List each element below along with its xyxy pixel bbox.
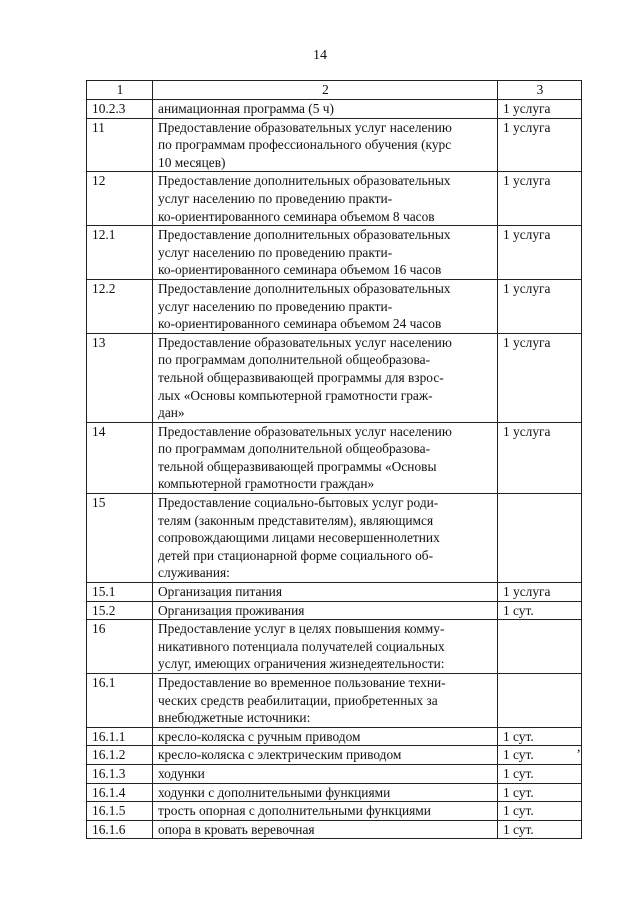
column-header-number: 1 <box>87 81 153 100</box>
row-unit-cell: 1 услуга <box>498 583 582 602</box>
row-number-cell: 16.1.4 <box>87 783 153 802</box>
table-row <box>87 727 582 746</box>
table-row <box>87 620 582 674</box>
row-service-cell: трость опорная с дополнительными функциями <box>153 802 498 821</box>
row-service-cell: Предоставление во временное пользование техни- ческих средств реабилитации, приобретенных за внебюджетные источники: <box>153 674 498 728</box>
row-service-cell: опора в кровать веревочная <box>153 820 498 839</box>
table-row <box>87 764 582 783</box>
row-unit-cell: 1 услуга <box>498 333 582 422</box>
table-row <box>87 279 582 333</box>
row-service-cell: Предоставление образовательных услуг населению по программам дополнительной общеобразова- тельной общеразвивающей программы для взрос- лых «Основы компьютерной грамотности граж- дан» <box>153 333 498 422</box>
row-service-cell: Предоставление образовательных услуг населению по программам дополнительной общеобразова- тельной общеразвивающей программы «Основы компьютерной грамотности граждан» <box>153 422 498 493</box>
row-number-cell: 12.1 <box>87 226 153 280</box>
row-service-cell: ходунки с дополнительными функциями <box>153 783 498 802</box>
row-number-cell: 11 <box>87 118 153 172</box>
table-row <box>87 494 582 583</box>
table-row <box>87 118 582 172</box>
row-unit-cell <box>498 494 582 583</box>
row-unit-cell: 1 сут. <box>498 820 582 839</box>
table-row <box>87 783 582 802</box>
row-number-cell: 10.2.3 <box>87 100 153 119</box>
table-row <box>87 674 582 728</box>
row-service-cell: кресло-коляска с электрическим приводом <box>153 746 498 765</box>
column-header-unit: 3 <box>498 81 582 100</box>
row-unit-cell: 1 сут. <box>498 764 582 783</box>
row-number-cell: 16.1.3 <box>87 764 153 783</box>
row-unit-cell: 1 услуга <box>498 100 582 119</box>
row-service-cell: Предоставление дополнительных образовательных услуг населению по проведению практи- ко-ориентированного семинара объемом 8 часов <box>153 172 498 226</box>
row-number-cell: 16.1.1 <box>87 727 153 746</box>
row-service-cell: Предоставление образовательных услуг населению по программам профессионального обучения (курс 10 месяцев) <box>153 118 498 172</box>
table-row <box>87 422 582 493</box>
row-unit-cell <box>498 674 582 728</box>
row-number-cell: 12.2 <box>87 279 153 333</box>
table-row <box>87 172 582 226</box>
page-number: 14 <box>313 48 327 63</box>
table-row <box>87 746 582 765</box>
row-unit-cell: 1 услуга <box>498 172 582 226</box>
table-row <box>87 333 582 422</box>
stray-mark: , <box>577 740 581 755</box>
table-row <box>87 226 582 280</box>
row-number-cell: 16.1.2 <box>87 746 153 765</box>
row-number-cell: 16.1.6 <box>87 820 153 839</box>
row-service-cell: Предоставление дополнительных образовательных услуг населению по проведению практи- ко-ориентированного семинара объемом 16 часов <box>153 226 498 280</box>
row-number-cell: 15 <box>87 494 153 583</box>
row-service-cell: Организация питания <box>153 583 498 602</box>
row-number-cell: 14 <box>87 422 153 493</box>
row-service-cell: ходунки <box>153 764 498 783</box>
table-row <box>87 601 582 620</box>
row-unit-cell: 1 сут. <box>498 802 582 821</box>
row-number-cell: 15.2 <box>87 601 153 620</box>
services-table <box>86 80 582 839</box>
table-row <box>87 100 582 119</box>
table-row <box>87 802 582 821</box>
row-service-cell: кресло-коляска с ручным приводом <box>153 727 498 746</box>
row-unit-cell: 1 услуга <box>498 279 582 333</box>
row-unit-cell: 1 сут. <box>498 746 582 765</box>
table-row <box>87 820 582 839</box>
row-unit-cell <box>498 620 582 674</box>
row-number-cell: 13 <box>87 333 153 422</box>
column-header-service: 2 <box>153 81 498 100</box>
table-body <box>87 81 582 839</box>
table-row <box>87 583 582 602</box>
row-number-cell: 16.1.5 <box>87 802 153 821</box>
table-header-row <box>87 81 582 100</box>
row-number-cell: 16 <box>87 620 153 674</box>
row-unit-cell: 1 сут. <box>498 727 582 746</box>
row-number-cell: 16.1 <box>87 674 153 728</box>
row-service-cell: Предоставление дополнительных образовательных услуг населению по проведению практи- ко-ориентированного семинара объемом 24 часов <box>153 279 498 333</box>
row-service-cell: Организация проживания <box>153 601 498 620</box>
row-unit-cell: 1 сут. <box>498 783 582 802</box>
row-unit-cell: 1 услуга <box>498 422 582 493</box>
row-service-cell: Предоставление социально-бытовых услуг роди- телям (законным представителям), являющимся сопровождающими лицами несовершеннолетних детей при стационарной форме социального об- служивания: <box>153 494 498 583</box>
row-service-cell: Предоставление услуг в целях повышения комму- никативного потенциала получателей социальных услуг, имеющих ограничения жизнедеятельности: <box>153 620 498 674</box>
row-number-cell: 12 <box>87 172 153 226</box>
row-service-cell: анимационная программа (5 ч) <box>153 100 498 119</box>
row-number-cell: 15.1 <box>87 583 153 602</box>
row-unit-cell: 1 сут. <box>498 601 582 620</box>
row-unit-cell: 1 услуга <box>498 226 582 280</box>
row-unit-cell: 1 услуга <box>498 118 582 172</box>
